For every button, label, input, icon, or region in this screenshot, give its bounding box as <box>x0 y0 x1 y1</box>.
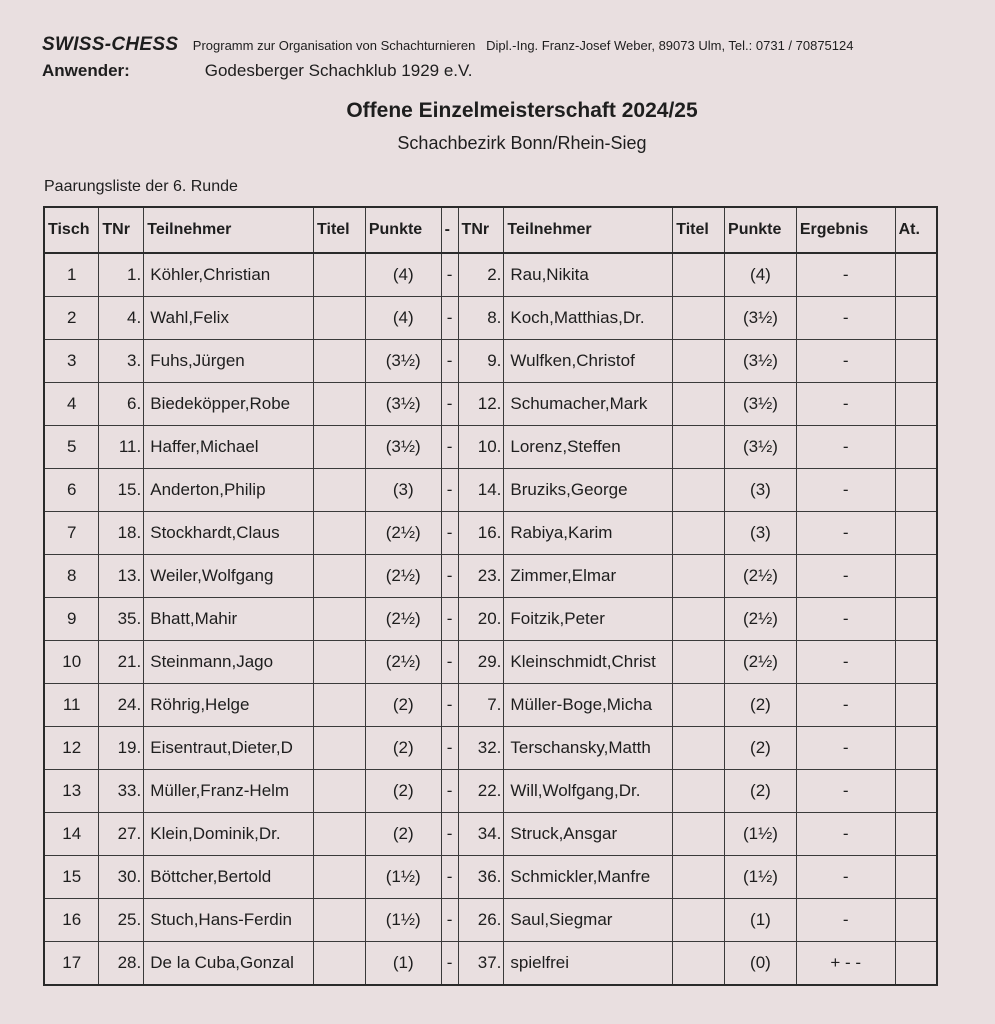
col-header-ergebnis: Ergebnis <box>796 207 895 253</box>
table-row <box>44 684 937 727</box>
table-row <box>44 899 937 942</box>
player2-title <box>673 555 725 598</box>
at-cell <box>895 469 937 512</box>
player2-points: (3) <box>725 512 797 555</box>
player2-title <box>673 727 725 770</box>
at-cell <box>895 813 937 856</box>
player1-tnr: 19. <box>99 727 144 770</box>
table-number: 2 <box>44 297 99 340</box>
player2-name: Müller-Boge,Micha <box>504 684 673 727</box>
player1-title <box>314 512 366 555</box>
player2-tnr: 2. <box>458 253 504 297</box>
player2-name: Saul,Siegmar <box>504 899 673 942</box>
result: - <box>796 297 895 340</box>
player2-points: (2) <box>725 684 797 727</box>
pairing-separator: - <box>441 253 458 297</box>
player1-title <box>314 727 366 770</box>
player2-tnr: 22. <box>458 770 504 813</box>
result: - <box>796 770 895 813</box>
player2-name: Foitzik,Peter <box>504 598 673 641</box>
pairing-separator: - <box>441 942 458 986</box>
table-number: 7 <box>44 512 99 555</box>
player1-points: (2) <box>365 684 441 727</box>
player2-tnr: 37. <box>458 942 504 986</box>
result: - <box>796 856 895 899</box>
col-header-at: At. <box>895 207 937 253</box>
col-header-teilnehmer: Teilnehmer <box>144 207 314 253</box>
player1-title <box>314 942 366 986</box>
player1-points: (2½) <box>365 598 441 641</box>
player2-points: (4) <box>725 253 797 297</box>
player2-name: Koch,Matthias,Dr. <box>504 297 673 340</box>
table-number: 3 <box>44 340 99 383</box>
player1-points: (3½) <box>365 340 441 383</box>
round-label: Paarungsliste der 6. Runde <box>44 178 238 195</box>
player1-points: (2) <box>365 813 441 856</box>
player1-name: Haffer,Michael <box>144 426 314 469</box>
player1-points: (2½) <box>365 641 441 684</box>
table-number: 9 <box>44 598 99 641</box>
pairing-separator: - <box>441 598 458 641</box>
player2-points: (1½) <box>725 813 797 856</box>
player2-tnr: 9. <box>458 340 504 383</box>
player2-tnr: 7. <box>458 684 504 727</box>
table-number: 13 <box>44 770 99 813</box>
player2-tnr: 20. <box>458 598 504 641</box>
table-row <box>44 297 937 340</box>
player2-tnr: 26. <box>458 899 504 942</box>
at-cell <box>895 426 937 469</box>
player1-points: (3) <box>365 469 441 512</box>
player2-tnr: 8. <box>458 297 504 340</box>
player1-tnr: 1. <box>99 253 144 297</box>
at-cell <box>895 253 937 297</box>
player1-name: Röhrig,Helge <box>144 684 314 727</box>
player1-name: Fuhs,Jürgen <box>144 340 314 383</box>
player2-points: (2) <box>725 727 797 770</box>
player2-tnr: 32. <box>458 727 504 770</box>
at-cell <box>895 770 937 813</box>
player1-name: Köhler,Christian <box>144 253 314 297</box>
player2-name: Kleinschmidt,Christ <box>504 641 673 684</box>
player2-tnr: 34. <box>458 813 504 856</box>
player1-tnr: 15. <box>99 469 144 512</box>
col-header-punkte: Punkte <box>365 207 441 253</box>
tournament-title: Offene Einzelmeisterschaft 2024/25 <box>346 99 698 122</box>
player1-name: Böttcher,Bertold <box>144 856 314 899</box>
player2-points: (1) <box>725 899 797 942</box>
player1-title <box>314 770 366 813</box>
player2-name: Schmickler,Manfre <box>504 856 673 899</box>
pairing-separator: - <box>441 727 458 770</box>
result: - <box>796 899 895 942</box>
table-row <box>44 426 937 469</box>
user-line <box>42 61 473 81</box>
player1-tnr: 24. <box>99 684 144 727</box>
player2-title <box>673 426 725 469</box>
col-header-tnr: TNr <box>99 207 144 253</box>
table-number: 10 <box>44 641 99 684</box>
pairing-separator: - <box>441 555 458 598</box>
table-row <box>44 469 937 512</box>
player2-title <box>673 340 725 383</box>
player2-name: Schumacher,Mark <box>504 383 673 426</box>
pairing-separator: - <box>441 340 458 383</box>
player1-points: (3½) <box>365 383 441 426</box>
player1-tnr: 3. <box>99 340 144 383</box>
player1-points: (2½) <box>365 555 441 598</box>
player2-tnr: 14. <box>458 469 504 512</box>
player1-name: Steinmann,Jago <box>144 641 314 684</box>
player1-points: (3½) <box>365 426 441 469</box>
table-row <box>44 340 937 383</box>
pairing-separator: - <box>441 813 458 856</box>
at-cell <box>895 340 937 383</box>
player2-name: Wulfken,Christof <box>504 340 673 383</box>
at-cell <box>895 383 937 426</box>
pairing-separator: - <box>441 383 458 426</box>
player1-tnr: 4. <box>99 297 144 340</box>
player2-tnr: 12. <box>458 383 504 426</box>
pairing-separator: - <box>441 297 458 340</box>
player1-title <box>314 684 366 727</box>
player2-tnr: 29. <box>458 641 504 684</box>
result: - <box>796 512 895 555</box>
table-number: 5 <box>44 426 99 469</box>
at-cell <box>895 641 937 684</box>
table-row <box>44 813 937 856</box>
at-cell <box>895 727 937 770</box>
player2-name: Will,Wolfgang,Dr. <box>504 770 673 813</box>
result: - <box>796 684 895 727</box>
pairing-separator: - <box>441 426 458 469</box>
table-number: 16 <box>44 899 99 942</box>
table-header-row <box>44 207 937 253</box>
player1-title <box>314 340 366 383</box>
table-number: 4 <box>44 383 99 426</box>
pairing-separator: - <box>441 770 458 813</box>
result: - <box>796 813 895 856</box>
player1-title <box>314 555 366 598</box>
brand-name: SWISS-CHESS <box>42 34 179 55</box>
player2-title <box>673 383 725 426</box>
player1-name: Stuch,Hans-Ferdin <box>144 899 314 942</box>
table-number: 14 <box>44 813 99 856</box>
at-cell <box>895 555 937 598</box>
user-label: Anwender: <box>42 61 130 80</box>
player1-title <box>314 641 366 684</box>
player2-points: (2) <box>725 770 797 813</box>
player2-tnr: 16. <box>458 512 504 555</box>
player2-points: (3½) <box>725 340 797 383</box>
player2-title <box>673 469 725 512</box>
tournament-subtitle: Schachbezirk Bonn/Rhein-Sieg <box>397 133 647 153</box>
player2-title <box>673 684 725 727</box>
table-number: 6 <box>44 469 99 512</box>
table-row <box>44 555 937 598</box>
player1-name: Müller,Franz-Helm <box>144 770 314 813</box>
player2-name: Rau,Nikita <box>504 253 673 297</box>
result: - <box>796 641 895 684</box>
player1-tnr: 25. <box>99 899 144 942</box>
pairing-separator: - <box>441 641 458 684</box>
player2-title <box>673 512 725 555</box>
player1-tnr: 27. <box>99 813 144 856</box>
player1-name: De la Cuba,Gonzal <box>144 942 314 986</box>
player2-name: spielfrei <box>504 942 673 986</box>
col-header-punkte-2: Punkte <box>725 207 797 253</box>
program-header <box>42 34 853 56</box>
player2-points: (2½) <box>725 555 797 598</box>
result: - <box>796 727 895 770</box>
at-cell <box>895 297 937 340</box>
player1-title <box>314 856 366 899</box>
player1-points: (1½) <box>365 856 441 899</box>
at-cell <box>895 598 937 641</box>
player2-points: (1½) <box>725 856 797 899</box>
player2-title <box>673 598 725 641</box>
player2-title <box>673 297 725 340</box>
player1-tnr: 6. <box>99 383 144 426</box>
player1-tnr: 33. <box>99 770 144 813</box>
player1-title <box>314 813 366 856</box>
player1-name: Eisentraut,Dieter,D <box>144 727 314 770</box>
player2-points: (3) <box>725 469 797 512</box>
player1-title <box>314 469 366 512</box>
result: - <box>796 340 895 383</box>
col-header-separator: - <box>441 207 458 253</box>
player2-tnr: 23. <box>458 555 504 598</box>
table-row <box>44 512 937 555</box>
table-number: 8 <box>44 555 99 598</box>
program-description: Programm zur Organisation von Schachturnieren Dipl.-Ing. Franz-Josef Weber, 89073 Ulm, Tel.: 0731 / 70875124 <box>192 38 854 53</box>
player1-points: (1) <box>365 942 441 986</box>
player2-points: (3½) <box>725 426 797 469</box>
player1-tnr: 28. <box>99 942 144 986</box>
player1-tnr: 13. <box>99 555 144 598</box>
player2-points: (2½) <box>725 641 797 684</box>
table-number: 15 <box>44 856 99 899</box>
player2-title <box>673 813 725 856</box>
result: - <box>796 469 895 512</box>
pairing-separator: - <box>441 512 458 555</box>
table-row <box>44 253 937 297</box>
player1-name: Weiler,Wolfgang <box>144 555 314 598</box>
player1-title <box>314 297 366 340</box>
table-number: 1 <box>44 253 99 297</box>
player1-tnr: 18. <box>99 512 144 555</box>
player2-points: (3½) <box>725 297 797 340</box>
player1-tnr: 30. <box>99 856 144 899</box>
player2-tnr: 36. <box>458 856 504 899</box>
player2-title <box>673 770 725 813</box>
result: + - - <box>796 942 895 986</box>
table-number: 17 <box>44 942 99 986</box>
at-cell <box>895 899 937 942</box>
col-header-titel-2: Titel <box>673 207 725 253</box>
player1-name: Klein,Dominik,Dr. <box>144 813 314 856</box>
at-cell <box>895 856 937 899</box>
table-row <box>44 598 937 641</box>
pairing-separator: - <box>441 469 458 512</box>
player2-title <box>673 899 725 942</box>
result: - <box>796 555 895 598</box>
col-header-tnr-2: TNr <box>458 207 504 253</box>
player2-points: (3½) <box>725 383 797 426</box>
player2-name: Bruziks,George <box>504 469 673 512</box>
player2-name: Terschansky,Matth <box>504 727 673 770</box>
player1-name: Wahl,Felix <box>144 297 314 340</box>
result: - <box>796 598 895 641</box>
table-row <box>44 942 937 986</box>
player1-points: (4) <box>365 253 441 297</box>
player1-points: (4) <box>365 297 441 340</box>
table-number: 12 <box>44 727 99 770</box>
player1-name: Stockhardt,Claus <box>144 512 314 555</box>
player2-name: Zimmer,Elmar <box>504 555 673 598</box>
player1-name: Biedeköpper,Robe <box>144 383 314 426</box>
player2-title <box>673 253 725 297</box>
player1-points: (2) <box>365 770 441 813</box>
player1-points: (2½) <box>365 512 441 555</box>
col-header-tisch: Tisch <box>44 207 99 253</box>
player2-tnr: 10. <box>458 426 504 469</box>
player2-title <box>673 856 725 899</box>
result: - <box>796 426 895 469</box>
player2-name: Struck,Ansgar <box>504 813 673 856</box>
table-row <box>44 641 937 684</box>
pairing-separator: - <box>441 684 458 727</box>
table-row <box>44 770 937 813</box>
result: - <box>796 253 895 297</box>
at-cell <box>895 512 937 555</box>
pairing-separator: - <box>441 899 458 942</box>
player2-name: Rabiya,Karim <box>504 512 673 555</box>
result: - <box>796 383 895 426</box>
player1-title <box>314 598 366 641</box>
player1-name: Bhatt,Mahir <box>144 598 314 641</box>
player2-points: (2½) <box>725 598 797 641</box>
player2-name: Lorenz,Steffen <box>504 426 673 469</box>
pairings-table <box>43 206 938 986</box>
player2-title <box>673 942 725 986</box>
at-cell <box>895 684 937 727</box>
pairing-separator: - <box>441 856 458 899</box>
player1-title <box>314 426 366 469</box>
player1-tnr: 21. <box>99 641 144 684</box>
table-row <box>44 727 937 770</box>
table-row <box>44 383 937 426</box>
col-header-titel: Titel <box>314 207 366 253</box>
col-header-teilnehmer-2: Teilnehmer <box>504 207 673 253</box>
player1-tnr: 35. <box>99 598 144 641</box>
player2-title <box>673 641 725 684</box>
club-name: Godesberger Schachklub 1929 e.V. <box>204 61 473 80</box>
player1-title <box>314 253 366 297</box>
player2-points: (0) <box>725 942 797 986</box>
table-row <box>44 856 937 899</box>
player1-title <box>314 383 366 426</box>
player1-name: Anderton,Philip <box>144 469 314 512</box>
player1-tnr: 11. <box>99 426 144 469</box>
at-cell <box>895 942 937 986</box>
player1-title <box>314 899 366 942</box>
player1-points: (2) <box>365 727 441 770</box>
table-number: 11 <box>44 684 99 727</box>
player1-points: (1½) <box>365 899 441 942</box>
